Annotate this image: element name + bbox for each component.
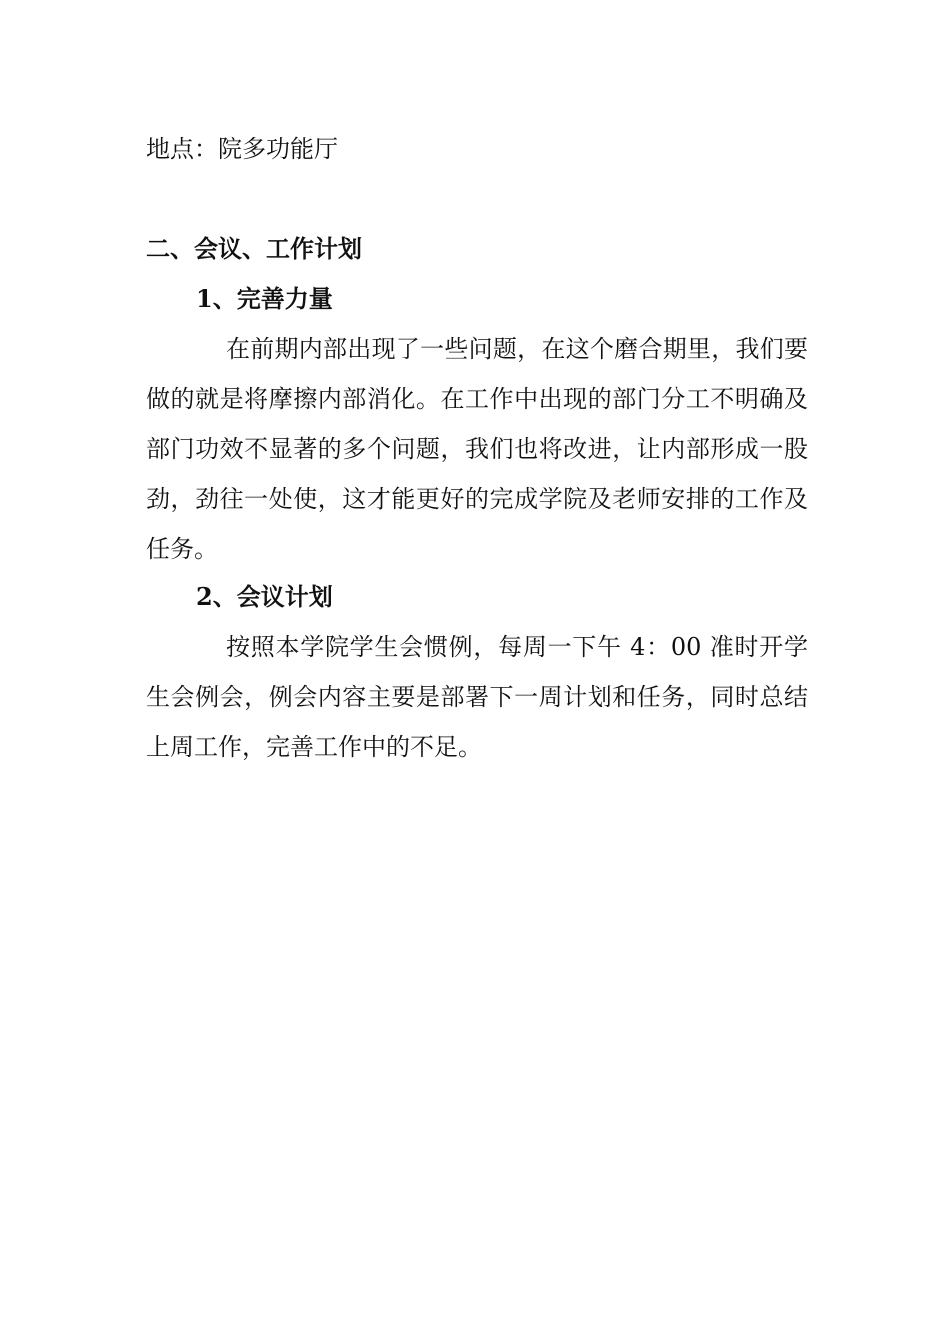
- paragraph-1: 在前期内部出现了一些问题，在这个磨合期里，我们要做的就是将摩擦内部消化。在工作中出现的部门分工不明确及部门功效不显著的多个问题，我们也将改进，让内部形成一股劲，劲往一处使，这才能更好的完成学院及老师安排的工作及任务。: [146, 335, 808, 563]
- subsection-heading-1: 1、完善力量: [196, 284, 333, 313]
- section-heading: 二、会议、工作计划: [146, 234, 362, 263]
- location-line: 地点：院多功能厅: [146, 135, 338, 163]
- paragraph-2: 按照本学院学生会惯例，每周一下午 4：00 准时开学生会例会，例会内容主要是部署下一周计划和任务，同时总结上周工作，完善工作中的不足。: [146, 633, 808, 761]
- subsection-heading-2: 2、会议计划: [196, 582, 333, 611]
